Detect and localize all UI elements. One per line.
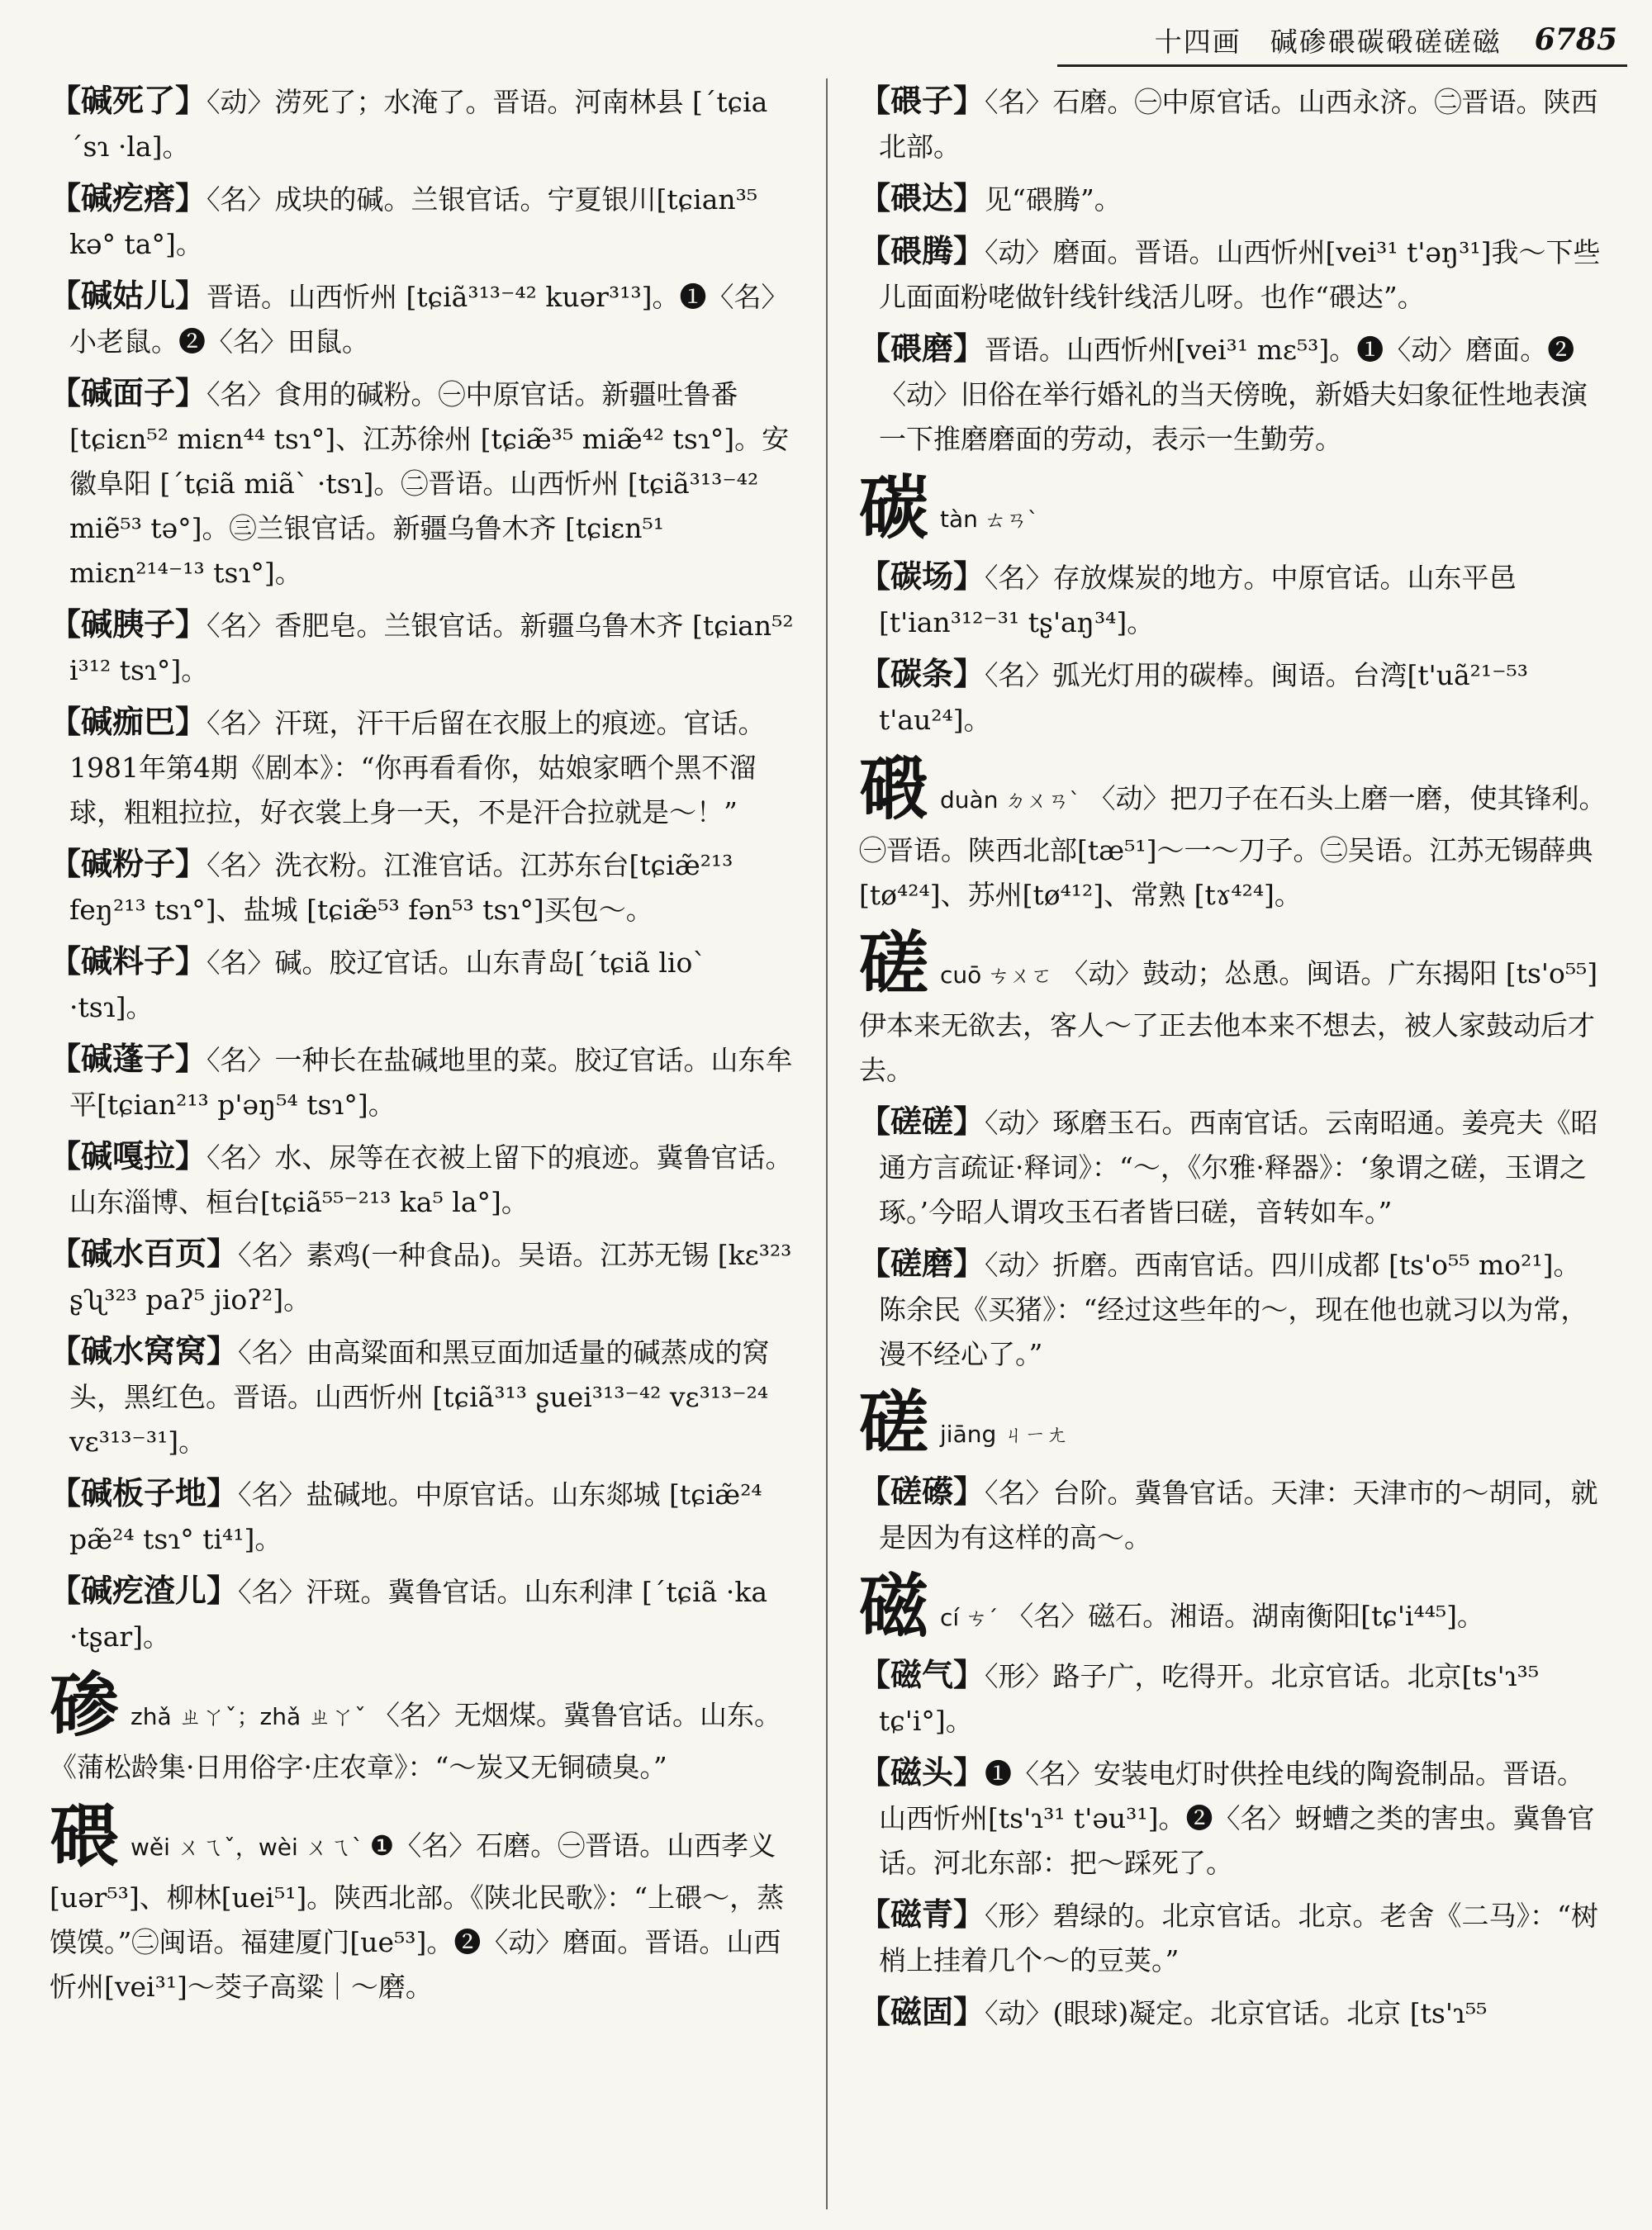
- dictionary-entry: [50, 78, 797, 169]
- entry-definition: 〈名〉一种长在盐碱地里的菜。胶辽官话。山东牟平[tɕian²¹³ p'əŋ⁵⁴ tsɿ°]。: [69, 1044, 793, 1121]
- entry-term: 【磁青】: [859, 1896, 985, 1933]
- entry-definition: 〈形〉路子广，吃得开。北京官话。北京[ts'ɿ³⁵ tɕ'i°]。: [879, 1660, 1540, 1737]
- page-header: [1057, 15, 1627, 67]
- entry-definition: 〈名〉无烟煤。冀鲁官话。山东。《蒲松龄集·日用俗字·庄农章》：“～炭又无铜碛臭。”: [50, 1699, 782, 1783]
- dictionary-entry: [859, 554, 1607, 645]
- head-character: 磁: [859, 1565, 929, 1647]
- dictionary-entry: [859, 326, 1607, 462]
- dictionary-entry: [50, 700, 797, 835]
- head-character-entry: [859, 749, 1607, 918]
- dictionary-entry: [50, 1329, 797, 1464]
- entry-term: 【碱死了】: [50, 82, 207, 119]
- entry-term: 【磋礤】: [859, 1473, 985, 1510]
- entry-term: 【碱料子】: [50, 942, 207, 980]
- entry-definition: 〈名〉汗斑。冀鲁官话。山东利津 [ˊtɕiã ·ka ·tʂar]。: [69, 1576, 768, 1653]
- entry-definition: 〈名〉磁石。湘语。湖南衡阳[tɕ'i⁴⁴⁵]。: [1006, 1600, 1485, 1632]
- pronunciation: zhǎ ㄓㄚˇ；zhǎ ㄓㄚˇ: [131, 1703, 367, 1730]
- left-column: [50, 78, 797, 2016]
- entry-definition: 〈名〉汗斑，汗干后留在衣服上的痕迹。官话。1981年第4期《剧本》：“你再看看你，姑娘家晒个黑不溜球，粗粗拉拉，好衣裳上身一天，不是汗合拉就是～！”: [69, 707, 766, 828]
- entry-definition: 〈名〉台阶。冀鲁官话。天津：天津市的～胡同，就是因为有这样的高～。: [879, 1477, 1598, 1554]
- entry-term: 【碱面子】: [50, 374, 207, 411]
- entry-definition: 晋语。山西忻州[vei³¹ mɛ⁵³]。❶〈动〉磨面。❷〈动〉旧俗在举行婚礼的当天傍晚，新婚夫妇象征性地表演一下推磨磨面的劳动，表示一生勤劳。: [879, 334, 1588, 455]
- head-character-entry: [50, 1796, 797, 2009]
- head-character-entry: [859, 924, 1607, 1093]
- entry-term: 【碱水百页】: [50, 1235, 239, 1272]
- dictionary-entry: [859, 1099, 1607, 1235]
- entry-definition: 〈动〉涝死了；水淹了。晋语。河南林县 [ˊtɕia ˊsɿ ·la]。: [69, 86, 768, 163]
- entry-definition: 〈动〉折磨。西南官话。四川成都 [ts'o⁵⁵ mo²¹]。陈余民《买猪》：“经过这些年的～，现在他也就习以为常，漫不经心了。”: [879, 1249, 1588, 1370]
- head-character: 碳: [859, 467, 929, 548]
- dictionary-entry: [50, 602, 797, 693]
- entry-term: 【碱姑儿】: [50, 277, 207, 314]
- dictionary-entry: [859, 1990, 1607, 2036]
- dictionary-entry: [50, 1134, 797, 1225]
- entry-definition: 〈名〉洗衣粉。江淮官话。江苏东台[tɕiæ̃²¹³ feŋ²¹³ tsɿ°]、盐城 [tɕiæ̃⁵³ fən⁵³ tsɿ°]买包～。: [69, 849, 733, 926]
- entry-definition: 〈动〉磨面。晋语。山西忻州[vei³¹ t'əŋ³¹]我～下些儿面面粉咾做针线针线活儿呀。也作“碨达”。: [879, 236, 1601, 313]
- entry-definition: 〈名〉弧光灯用的碳棒。闽语。台湾[t'uã²¹⁻⁵³ t'au²⁴]。: [879, 659, 1528, 736]
- entry-term: 【碳场】: [859, 558, 985, 595]
- entry-term: 【碨达】: [859, 179, 985, 216]
- entry-term: 【碱疙瘩】: [50, 179, 207, 216]
- entry-definition: 〈名〉水、尿等在衣被上留下的痕迹。冀鲁官话。山东淄博、桓台[tɕiã⁵⁵⁻²¹³ ka⁵ la°]。: [69, 1141, 793, 1218]
- dictionary-entry: [859, 229, 1607, 320]
- entry-definition: 晋语。山西忻州 [tɕiã³¹³⁻⁴² kuər³¹³]。❶〈名〉小老鼠。❷〈名〉田鼠。: [69, 281, 789, 358]
- dictionary-entry: [859, 78, 1607, 169]
- entry-definition: ❶〈名〉石磨。㊀晋语。山西孝义[uər⁵³]、柳林[uei⁵¹]。陕西北部。《陕北民歌》：“上碨～，蒸馍馍。”㊁闽语。福建厦门[ue⁵³]。❷〈动〉磨面。晋语。山西忻州[vei³¹]～茭子高粱｜～磨。: [50, 1829, 785, 2003]
- entry-definition: 〈名〉成块的碱。兰银官话。宁夏银川[tɕian³⁵ kə° ta°]。: [69, 183, 758, 260]
- entry-definition: 〈名〉食用的碱粉。㊀中原官话。新疆吐鲁番 [tɕiɛn⁵² miɛn⁴⁴ tsɿ°]、江苏徐州 [tɕiæ̃³⁵ miæ̃⁴² tsɿ°]。安徽阜阳 [ˊtɕiã miãˋ ·tsɿ]。㊁晋语。山西忻州 [tɕiã³¹³⁻⁴² miẽ⁵³ tə°]。㊂兰银官话。新疆乌鲁木齐 [tɕiɛn⁵¹ miɛn²¹⁴⁻¹³ tsɿ°]。: [69, 378, 790, 589]
- pronunciation: cí: [940, 1604, 960, 1631]
- entry-term: 【碱蓬子】: [50, 1040, 207, 1077]
- dictionary-entry: [859, 1653, 1607, 1744]
- entry-definition: 〈名〉碱。胶辽官话。山东青岛[ˊtɕiã lioˋ ·tsɿ]。: [69, 947, 706, 1023]
- pronunciation: cuō: [940, 961, 982, 989]
- entry-definition: 〈名〉香肥皂。兰银官话。新疆乌鲁木齐 [tɕian⁵² i³¹² tsɿ°]。: [69, 610, 794, 686]
- entry-term: 【碨磨】: [859, 330, 985, 367]
- header-title: 十四画 碱碜碨碳碫磋磋磁: [1154, 25, 1502, 58]
- entry-term: 【碱板子地】: [50, 1474, 239, 1511]
- head-character-entry: [50, 1666, 797, 1790]
- zhuyin: ㄘㄨㄛ: [988, 964, 1053, 989]
- page-number: 6785: [1534, 22, 1617, 57]
- dictionary-entry: [859, 176, 1607, 222]
- right-column: [859, 78, 1607, 2043]
- entry-term: 【磁头】: [859, 1753, 985, 1791]
- entry-definition: ❶〈名〉安装电灯时供拴电线的陶瓷制品。晋语。山西忻州[ts'ɿ³¹ t'əu³¹]。❷〈名〉蚜螬之类的害虫。冀鲁官话。河北东部：把～踩死了。: [879, 1758, 1595, 1879]
- pronunciation: tàn: [940, 505, 978, 533]
- entry-definition: 〈动〉(眼球)凝定。北京官话。北京 [ts'ɿ⁵⁵: [985, 1997, 1488, 2029]
- dictionary-entry: [50, 1037, 797, 1127]
- dictionary-entry: [50, 1471, 797, 1562]
- entry-definition: 〈名〉石磨。㊀中原官话。山西永济。㊁晋语。陕西北部。: [879, 86, 1598, 163]
- dictionary-entry: [859, 1469, 1607, 1560]
- entry-term: 【碳条】: [859, 655, 985, 692]
- dictionary-entry: [859, 652, 1607, 743]
- pronunciation: wěi ㄨㄟˇ，wèi ㄨㄟˋ: [131, 1834, 363, 1861]
- head-character-entry: [859, 468, 1607, 548]
- entry-definition: 〈动〉琢磨玉石。西南官话。云南昭通。姜亮夫《昭通方言疏证·释词》：“～，《尔雅·释器》：‘象谓之磋，玉谓之琢。’今昭人谓攻玉石者皆曰磋，音转如车。”: [879, 1107, 1598, 1228]
- dictionary-entry: [859, 1892, 1607, 1983]
- entry-definition: 〈动〉鼓动；怂恿。闽语。广东揭阳 [ts'o⁵⁵]伊本来无欲去，客人～了正去他本来不想去，被人家鼓动后才去。: [859, 957, 1598, 1086]
- entry-term: 【碱疙渣儿】: [50, 1572, 239, 1609]
- dictionary-entry: [50, 273, 797, 364]
- pronunciation: duàn: [940, 786, 999, 814]
- column-divider: [826, 78, 828, 2209]
- dictionary-entry: [50, 176, 797, 267]
- dictionary-entry: [50, 939, 797, 1030]
- entry-term: 【磁气】: [859, 1656, 985, 1693]
- entry-term: 【碱胰子】: [50, 605, 207, 643]
- entry-term: 【碨腾】: [859, 232, 985, 269]
- entry-definition: 〈名〉由高粱面和黑豆面加适量的碱蒸成的窝头，黑红色。晋语。山西忻州 [tɕiã³¹³ ʂuei³¹³⁻⁴² vɛ³¹³⁻²⁴ vɛ³¹³⁻³¹]。: [69, 1336, 770, 1458]
- entry-term: 【碨子】: [859, 82, 985, 119]
- dictionary-entry: [50, 1568, 797, 1659]
- head-character: 碨: [50, 1795, 120, 1877]
- entry-term: 【磋磋】: [859, 1103, 985, 1140]
- entry-definition: 〈名〉盐碱地。中原官话。山东郯城 [tɕiæ̃²⁴ pæ̃²⁴ tsɿ° ti⁴¹]。: [69, 1478, 762, 1555]
- zhuyin: ㄐㄧㄤ: [1003, 1423, 1068, 1448]
- zhuyin: ㄘˊ: [966, 1606, 999, 1631]
- dictionary-entry: [50, 1231, 797, 1322]
- pronunciation: jiāng: [940, 1421, 997, 1448]
- entry-term: 【磁固】: [859, 1993, 985, 2030]
- head-character: 碫: [859, 747, 929, 829]
- head-character: 碜: [50, 1664, 120, 1746]
- head-character: 磋: [859, 923, 929, 1004]
- head-character-entry: [859, 1383, 1607, 1463]
- entry-definition: 〈名〉素鸡(一种食品)。吴语。江苏无锡 [kɛ³²³ ʂʯ³²³ paʔ⁵ jioʔ²]。: [69, 1239, 792, 1316]
- dictionary-entry: [50, 842, 797, 932]
- dictionary-entry: [50, 371, 797, 595]
- entry-term: 【磋磨】: [859, 1245, 985, 1282]
- head-character: 磋: [859, 1382, 929, 1464]
- entry-term: 【碱粉子】: [50, 845, 207, 882]
- dictionary-entry: [859, 1241, 1607, 1377]
- head-character-entry: [859, 1567, 1607, 1646]
- entry-definition: 〈形〉碧绿的。北京官话。北京。老舍《二马》：“树梢上挂着几个～的豆荚。”: [879, 1900, 1598, 1976]
- dictionary-entry: [859, 1750, 1607, 1886]
- zhuyin: ㄉㄨㄢˋ: [1004, 789, 1080, 814]
- entry-definition: 〈动〉把刀子在石头上磨一磨，使其锋利。㊀晋语。陕西北部[tæ⁵¹]～一～刀子。㊁吴语。江苏无锡薛典[tø⁴²⁴]、苏州[tø⁴¹²]、常熟 [tɤ⁴²⁴]。: [859, 782, 1607, 911]
- entry-term: 【碱痂巴】: [50, 703, 207, 740]
- entry-term: 【碱水窝窝】: [50, 1332, 239, 1369]
- entry-term: 【碱嘎拉】: [50, 1137, 207, 1174]
- zhuyin: ㄊㄢˋ: [984, 508, 1038, 533]
- entry-definition: 〈名〉存放煤炭的地方。中原官话。山东平邑 [t'ian³¹²⁻³¹ tʂ'aŋ³⁴]。: [879, 562, 1517, 638]
- entry-definition: 见“碨腾”。: [985, 183, 1122, 216]
